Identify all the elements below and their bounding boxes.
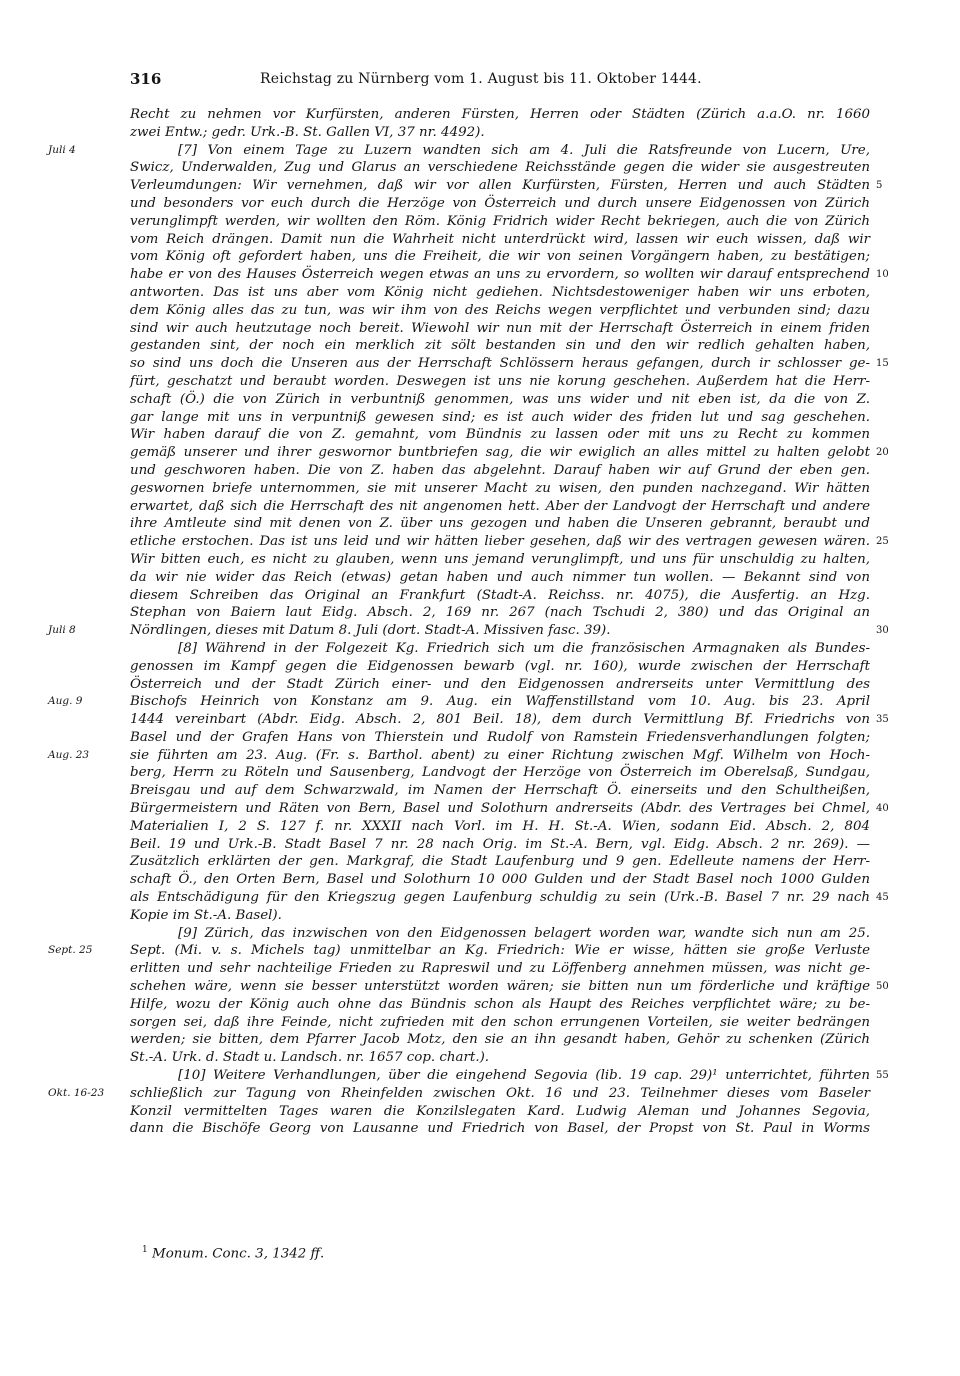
text-line bbox=[48, 747, 870, 765]
line-number: 10 bbox=[876, 269, 889, 281]
line-text: sorgen sei, daß ihre Feinde, nicht zufrieden mit den schon errungenen Vorteilen, sie weiter bedrängen bbox=[130, 1014, 870, 1030]
text-line bbox=[130, 658, 870, 676]
line-text: dem König alles das zu tun, was wir ihm von des Reichs wegen verpflichtet und verbunden sind; dazu bbox=[130, 302, 870, 318]
text-line bbox=[48, 693, 870, 711]
text-line bbox=[130, 1120, 870, 1138]
line-text: Hilfe, wozu der König auch ohne das Bündnis schon als Haupt des Reiches verpflichtet wäre; zu be- bbox=[130, 996, 870, 1012]
line-text: schehen wäre, wenn sie besser unterstützt worden wären; sie bitten nun um förderliche und kräftige bbox=[130, 979, 870, 995]
line-text: [8] Während in der Folgezeit Kg. Friedrich sich um die französischen Armagnaken als Bundes- bbox=[178, 640, 870, 656]
text-line bbox=[130, 498, 870, 516]
main-text bbox=[48, 106, 889, 1138]
footnote bbox=[142, 1245, 324, 1261]
line-text: so sind uns doch die Unseren aus der Herrschaft Schlössern heraus gefangen, durch ir schlosser ge- bbox=[130, 356, 870, 372]
text-line bbox=[130, 1103, 870, 1121]
text-line bbox=[48, 622, 889, 640]
text-line bbox=[48, 1085, 870, 1103]
line-number: 40 bbox=[876, 803, 889, 815]
line-text: Verleumdungen: Wir vernehmen, daß wir vor allen Kurfürsten, Fürsten, Herren und auch Städten bbox=[130, 178, 870, 194]
text-line bbox=[130, 1031, 870, 1049]
text-line bbox=[48, 142, 870, 160]
text-line bbox=[130, 1014, 870, 1032]
line-number: 5 bbox=[876, 180, 883, 192]
text-line bbox=[130, 177, 883, 195]
page-header bbox=[130, 70, 870, 94]
line-text: schließlich zur Tagung von Rheinfelden zwischen Okt. 16 und 23. Teilnehmer dieses vom Baseler bbox=[130, 1085, 870, 1101]
line-text: vom Reich drängen. Damit nun die Wahrheit nicht unterdrückt wird, lassen wir euch wissen, daß wir bbox=[130, 231, 870, 247]
line-text: Bischofs Heinrich von Konstanz am 9. Aug. ein Waffenstillstand vom 10. Aug. bis 23. April bbox=[130, 694, 870, 710]
text-line bbox=[130, 569, 870, 587]
line-text: etliche erstochen. Das ist uns leid und wir hätten lieber gesehen, daß wir des vertragen gewesen wären. bbox=[130, 534, 870, 550]
text-line bbox=[130, 996, 870, 1014]
line-text: Sept. (Mi. v. s. Michels tag) unmittelbar an Kg. Friedrich: Wie er wisse, hätten sie große Verluste bbox=[130, 943, 870, 959]
text-line bbox=[130, 1049, 870, 1067]
line-text: [10] Weitere Verhandlungen, über die eingehend Segovia (lib. 19 cap. 29)¹ unterrichtet, führten bbox=[178, 1068, 870, 1084]
line-text: gestanden sint, der noch ein merklich zit sölt bestanden sin und den wir redlich gehalten haben, bbox=[130, 338, 870, 354]
line-text: da wir nie wider das Reich (etwas) getan haben und auch nimmer tun wollen. — Bekannt sind von bbox=[130, 569, 870, 585]
line-text: vom König oft gefordert haben, uns die Freiheit, die wir von seinen Vorgängern haben, zu bestätigen; bbox=[130, 249, 870, 265]
line-text: als Entschädigung für den Kriegszug gegen Laufenburg schuldig zu sein (Urk.-B. Basel 7 nr. 29 nach bbox=[130, 890, 870, 906]
text-line bbox=[130, 159, 870, 177]
running-title: Reichstag zu Nürnberg vom 1. August bis 11. Oktober 1444. bbox=[260, 71, 702, 87]
text-line bbox=[130, 355, 889, 373]
text-line bbox=[130, 729, 870, 747]
line-text: und geschworen haben. Die von Z. haben das abgelehnt. Darauf haben wir auf Grund der eben gen. bbox=[130, 462, 870, 478]
line-text: genossen im Kampf gegen die Eidgenossen bewarb (vgl. nr. 160), wurde zwischen der Herrschaft bbox=[130, 658, 870, 674]
text-line bbox=[130, 925, 870, 943]
line-text: antworten. Das ist uns aber vom König nicht gediehen. Nichtsdestoweniger haben wir uns erboten, bbox=[130, 284, 870, 300]
text-line bbox=[130, 533, 889, 551]
line-text: Stephan von Baiern laut Eidg. Absch. 2, 169 nr. 267 (nach Tschudi 2, 380) und das Original an bbox=[130, 605, 870, 621]
line-number: 55 bbox=[876, 1070, 889, 1082]
line-number: 30 bbox=[876, 625, 889, 637]
line-text: berg, Herrn zu Röteln und Sausenberg, Landvogt der Herzöge von Österreich im Oberelsaß, Sundgau, bbox=[130, 765, 870, 781]
text-line bbox=[130, 640, 870, 658]
text-line bbox=[130, 373, 870, 391]
line-text: fürt, geschatzt und beraubt worden. Deswegen ist uns nie korung geschehen. Außerdem hat die Herr- bbox=[130, 373, 870, 389]
line-text: Recht zu nehmen vor Kurfürsten, anderen Fürsten, Herren oder Städten (Zürich a.a.O. nr. 1660 bbox=[130, 107, 870, 122]
text-line bbox=[130, 213, 870, 231]
text-line bbox=[130, 266, 889, 284]
line-text: Breisgau und auf dem Schwarzwald, im Namen der Herrschaft Ö. einerseits und den Schultheißen, bbox=[130, 783, 870, 799]
text-line bbox=[130, 302, 870, 320]
line-text: und besonders vor euch durch die Herzöge von Österreich und durch unsere Eidgenossen von Zürich bbox=[130, 195, 870, 211]
text-line bbox=[48, 942, 870, 960]
line-text: schaft Ö., den Orten Bern, Basel und Solothurn 10 000 Gulden und der Stadt Basel noch 1000 Gulden bbox=[130, 872, 870, 888]
text-line bbox=[130, 320, 870, 338]
text-line bbox=[130, 853, 870, 871]
text-line bbox=[130, 960, 870, 978]
line-text: diesem Schreiben das Original an Frankfurt (Stadt-A. Reichss. nr. 4075), die Ausfertig. an Hzg. bbox=[130, 587, 870, 603]
line-text: Zusätzlich erklärten der gen. Markgraf, die Stadt Laufenburg und 9 gen. Edelleute namens der Herr- bbox=[130, 854, 870, 870]
text-line bbox=[130, 889, 889, 907]
footnote-marker: 1 bbox=[142, 1245, 148, 1255]
line-number: 35 bbox=[876, 714, 889, 726]
line-text: Wir haben darauf die von Z. gemahnt, vom Bündnis zu lassen oder mit uns zu Recht zu kommen bbox=[130, 427, 870, 443]
text-line bbox=[130, 124, 870, 142]
line-text: Bürgermeistern und Räten von Bern, Basel und Solothurn andrerseits (Abdr. des Vertrages bei Chmel, bbox=[130, 801, 870, 817]
line-text: Österreich und der Stadt Zürich einer- und den Eidgenossen andrerseits unter Vermittlung des bbox=[130, 676, 870, 692]
line-number: 20 bbox=[876, 447, 889, 459]
text-line bbox=[130, 551, 870, 569]
text-line bbox=[130, 836, 870, 854]
text-line bbox=[130, 515, 870, 533]
line-text: St.-A. Urk. d. Stadt u. Landsch. nr. 1657 cop. chart.). bbox=[130, 1050, 490, 1066]
line-number: 50 bbox=[876, 981, 889, 993]
line-text: schaft (Ö.) die von Zürich in verbuntniß genommen, was uns wider und nit eben ist, da die von Z. bbox=[130, 391, 870, 407]
line-text: dann die Bischöfe Georg von Lausanne und Friedrich von Basel, der Propst von St. Paul in Worms bbox=[130, 1121, 870, 1137]
line-number: 15 bbox=[876, 358, 889, 370]
text-line bbox=[130, 248, 870, 266]
text-line bbox=[130, 426, 870, 444]
text-line bbox=[130, 604, 870, 622]
line-text: Basel und der Grafen Hans von Thierstein und Rudolf von Ramstein Friedensverhandlungen folgten; bbox=[130, 729, 870, 745]
text-line bbox=[130, 391, 870, 409]
margin-date: Juli 8 bbox=[48, 624, 76, 637]
text-line bbox=[130, 818, 870, 836]
line-number: 25 bbox=[876, 536, 889, 548]
line-text: werden; sie bitten, dem Pfarrer Jacob Motz, den sie an ihn gesandt haben, Gehör zu schenken (Zürich bbox=[130, 1032, 870, 1048]
text-line bbox=[130, 106, 870, 124]
line-text: Nördlingen, dieses mit Datum 8. Juli (dort. Stadt-A. Missiven fasc. 39). bbox=[130, 623, 611, 639]
page-number: 316 bbox=[130, 70, 162, 88]
margin-date: Sept. 25 bbox=[48, 944, 93, 957]
line-text: Kopie im St.-A. Basel). bbox=[130, 907, 282, 923]
line-text: geswornen briefe unternommen, sie mit unserer Macht zu wisen, den punden nachzegand. Wir hätten bbox=[130, 480, 870, 496]
text-line bbox=[130, 907, 870, 925]
line-text: Wir bitten euch, es nicht zu glauben, wenn uns jemand verunglimpft, und uns für unschuldig zu halten, bbox=[130, 551, 870, 567]
line-text: erwartet, daß sich die Herrschaft des nit angenomen hett. Aber der Landvogt der Herrschaft und andere bbox=[130, 498, 870, 514]
text-line bbox=[130, 587, 870, 605]
text-line bbox=[130, 711, 889, 729]
line-text: ihre Amtleute sind mit denen von Z. über uns gezogen und haben die Unseren gebrannt, beraubt und bbox=[130, 516, 870, 532]
text-line bbox=[130, 1067, 889, 1085]
text-line bbox=[130, 676, 870, 694]
line-text: sie führten am 23. Aug. (Fr. s. Barthol. abent) zu einer Richtung zwischen Mgf. Wilhelm von Hoch- bbox=[130, 747, 870, 763]
text-line bbox=[130, 800, 889, 818]
line-text: 1444 vereinbart (Abdr. Eidg. Absch. 2, 801 Beil. 18), dem durch Vermittlung Bf. Friedrichs von bbox=[130, 712, 870, 728]
margin-date: Aug. 9 bbox=[48, 695, 83, 708]
text-line bbox=[130, 462, 870, 480]
text-line bbox=[130, 337, 870, 355]
margin-date: Aug. 23 bbox=[48, 748, 90, 761]
text-line bbox=[130, 978, 889, 996]
line-text: erlitten und sehr nachteilige Frieden zu Rapreswil und zu Löffenberg annehmen müssen, was nicht ge- bbox=[130, 961, 870, 977]
margin-date: Juli 4 bbox=[48, 143, 76, 156]
footnote-text: Monum. Conc. 3, 1342 ff. bbox=[152, 1246, 325, 1262]
line-text: zwei Entw.; gedr. Urk.-B. St. Gallen VI, 37 nr. 4492). bbox=[130, 124, 485, 140]
line-text: verunglimpft werden, wir wollten den Röm. König Fridrich wider Recht bekriegen, auch die von Zürich bbox=[130, 213, 870, 229]
text-line bbox=[130, 231, 870, 249]
text-line bbox=[130, 195, 870, 213]
line-text: gar lange mit uns in verpuntniß gewesen sind; es ist auch wider des friden lut und sag geschehen. bbox=[130, 409, 870, 425]
line-text: [9] Zürich, das inzwischen von den Eidgenossen belagert worden war, wandte sich nun am 25. bbox=[178, 925, 870, 941]
line-text: Materialien I, 2 S. 127 f. nr. XXXII nach Vorl. im H. H. St.-A. Wien, sodann Eid. Absch. 2, 804 bbox=[130, 818, 870, 834]
text-line bbox=[130, 782, 870, 800]
margin-date: Okt. 16-23 bbox=[48, 1086, 105, 1099]
line-number: 45 bbox=[876, 892, 889, 904]
line-text: [7] Von einem Tage zu Luzern wandten sich am 4. Juli die Ratsfreunde von Lucern, Ure, bbox=[178, 142, 870, 158]
text-line bbox=[130, 764, 870, 782]
line-text: Beil. 19 und Urk.-B. Stadt Basel 7 nr. 28 nach Orig. im St.-A. Bern, vgl. Eidg. Absch. 2 nr. 269). — bbox=[130, 836, 870, 852]
line-text: Swicz, Underwalden, Zug und Glarus an verschiedene Reichsstände gegen die wider sie ausgestreuten bbox=[130, 160, 870, 176]
line-text: sind wir auch heutzutage noch bereit. Wiewohl wir nun mit der Herrschaft Österreich in einem friden bbox=[130, 320, 870, 336]
text-line bbox=[130, 871, 870, 889]
text-line bbox=[130, 409, 870, 427]
line-text: habe er von des Hauses Österreich wegen etwas an uns zu ervordern, so wollten wir darauf entsprechend bbox=[130, 267, 870, 283]
text-line bbox=[130, 480, 870, 498]
text-line bbox=[130, 284, 870, 302]
line-text: gemäß unserer und ihrer geswornor buntbriefen sag, die wir ewiglich an alles mittel zu halten gelobt bbox=[130, 445, 870, 461]
line-text: Konzil vermittelten Tages waren die Konzilslegaten Kard. Ludwig Aleman und Johannes Segovia, bbox=[130, 1103, 870, 1119]
text-line bbox=[130, 444, 889, 462]
